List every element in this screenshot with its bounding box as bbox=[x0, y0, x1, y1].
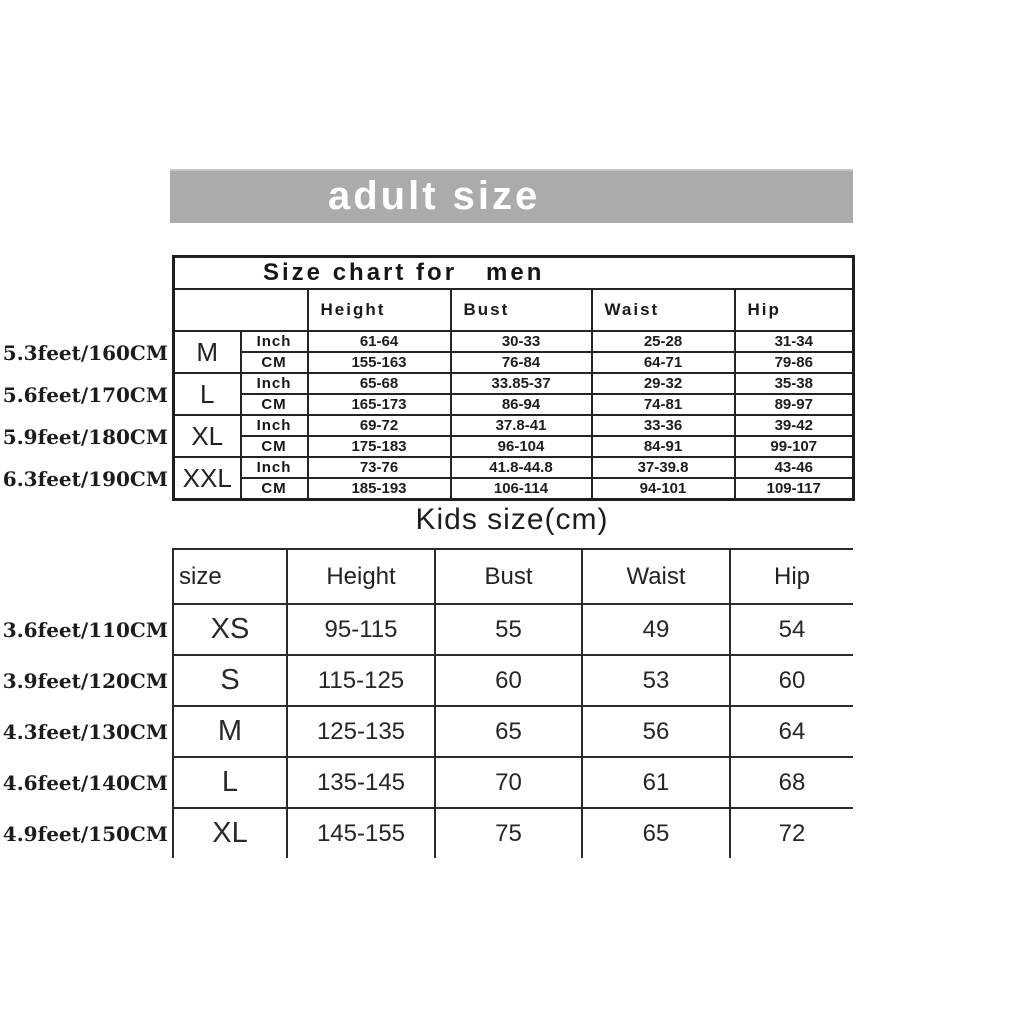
kids-height-label-xl: 4.9feet/150CM bbox=[2, 822, 168, 846]
unit-cm: CM bbox=[241, 436, 308, 457]
table-row bbox=[173, 757, 853, 808]
kids-size-m: M bbox=[173, 706, 287, 757]
table-cell: 94-101 bbox=[592, 478, 735, 500]
table-cell: 33-36 bbox=[592, 415, 735, 436]
table-cell: 69-72 bbox=[308, 415, 451, 436]
adult-size-m: M bbox=[174, 331, 241, 373]
table-cell: 35-38 bbox=[735, 373, 854, 394]
table-cell: 106-114 bbox=[451, 478, 592, 500]
table-row bbox=[174, 478, 854, 500]
kids-size-xs: XS bbox=[173, 604, 287, 655]
kids-size-s: S bbox=[173, 655, 287, 706]
table-row bbox=[174, 457, 854, 478]
adult-size-xl: XL bbox=[174, 415, 241, 457]
unit-inch: Inch bbox=[241, 457, 308, 478]
table-cell: 65 bbox=[582, 808, 730, 858]
table-row bbox=[174, 415, 854, 436]
table-cell: 155-163 bbox=[308, 352, 451, 373]
table-cell: 39-42 bbox=[735, 415, 854, 436]
adult-table-title-row bbox=[174, 257, 854, 290]
table-row bbox=[174, 373, 854, 394]
table-cell: 30-33 bbox=[451, 331, 592, 352]
table-cell: 145-155 bbox=[287, 808, 435, 858]
adult-table-title: Size chart for men bbox=[174, 257, 854, 290]
table-row bbox=[173, 808, 853, 858]
table-cell: 95-115 bbox=[287, 604, 435, 655]
kids-col-hip: Hip bbox=[730, 549, 853, 604]
table-cell: 53 bbox=[582, 655, 730, 706]
adult-size-table bbox=[172, 255, 855, 501]
adult-size-banner bbox=[170, 169, 853, 223]
kids-size-title: Kids size(cm) bbox=[415, 503, 609, 536]
adult-height-label-xl: 5.9feet/180CM bbox=[2, 425, 168, 449]
table-cell: 65 bbox=[435, 706, 582, 757]
table-cell: 99-107 bbox=[735, 436, 854, 457]
table-cell: 84-91 bbox=[592, 436, 735, 457]
table-cell: 73-76 bbox=[308, 457, 451, 478]
adult-size-l: L bbox=[174, 373, 241, 415]
adult-size-banner-title: adult size bbox=[328, 174, 541, 218]
table-cell: 33.85-37 bbox=[451, 373, 592, 394]
unit-inch: Inch bbox=[241, 331, 308, 352]
kids-height-label-s: 3.9feet/120CM bbox=[2, 669, 168, 693]
adult-table-header-row bbox=[174, 289, 854, 331]
table-cell: 56 bbox=[582, 706, 730, 757]
table-cell: 115-125 bbox=[287, 655, 435, 706]
table-cell: 76-84 bbox=[451, 352, 592, 373]
table-cell: 25-28 bbox=[592, 331, 735, 352]
table-cell: 75 bbox=[435, 808, 582, 858]
table-row bbox=[173, 706, 853, 757]
table-cell: 29-32 bbox=[592, 373, 735, 394]
table-row bbox=[174, 331, 854, 352]
kids-col-waist: Waist bbox=[582, 549, 730, 604]
table-cell: 64 bbox=[730, 706, 853, 757]
kids-height-label-l: 4.6feet/140CM bbox=[2, 771, 168, 795]
table-cell: 60 bbox=[730, 655, 853, 706]
kids-col-bust: Bust bbox=[435, 549, 582, 604]
table-cell: 54 bbox=[730, 604, 853, 655]
table-cell: 41.8-44.8 bbox=[451, 457, 592, 478]
table-row bbox=[173, 604, 853, 655]
table-cell: 135-145 bbox=[287, 757, 435, 808]
unit-inch: Inch bbox=[241, 415, 308, 436]
table-cell: 70 bbox=[435, 757, 582, 808]
table-cell: 185-193 bbox=[308, 478, 451, 500]
kids-size-l: L bbox=[173, 757, 287, 808]
table-cell: 49 bbox=[582, 604, 730, 655]
kids-col-size: size bbox=[173, 549, 287, 604]
kids-size-table bbox=[172, 548, 853, 858]
adult-col-bust: Bust bbox=[451, 289, 592, 331]
table-cell: 31-34 bbox=[735, 331, 854, 352]
adult-corner-cell bbox=[174, 289, 308, 331]
table-cell: 43-46 bbox=[735, 457, 854, 478]
unit-inch: Inch bbox=[241, 373, 308, 394]
table-cell: 89-97 bbox=[735, 394, 854, 415]
table-row bbox=[173, 655, 853, 706]
table-cell: 96-104 bbox=[451, 436, 592, 457]
table-cell: 60 bbox=[435, 655, 582, 706]
table-cell: 109-117 bbox=[735, 478, 854, 500]
table-cell: 79-86 bbox=[735, 352, 854, 373]
adult-size-xxl: XXL bbox=[174, 457, 241, 500]
kids-table-header-row bbox=[173, 549, 853, 604]
adult-height-label-l: 5.6feet/170CM bbox=[2, 383, 168, 407]
adult-col-waist: Waist bbox=[592, 289, 735, 331]
kids-size-xl: XL bbox=[173, 808, 287, 858]
table-cell: 74-81 bbox=[592, 394, 735, 415]
table-row bbox=[174, 394, 854, 415]
kids-height-label-xs: 3.6feet/110CM bbox=[2, 618, 168, 642]
unit-cm: CM bbox=[241, 478, 308, 500]
table-cell: 72 bbox=[730, 808, 853, 858]
unit-cm: CM bbox=[241, 394, 308, 415]
table-cell: 175-183 bbox=[308, 436, 451, 457]
kids-height-label-m: 4.3feet/130CM bbox=[2, 720, 168, 744]
table-row bbox=[174, 352, 854, 373]
adult-height-label-m: 5.3feet/160CM bbox=[2, 341, 168, 365]
kids-col-height: Height bbox=[287, 549, 435, 604]
table-cell: 125-135 bbox=[287, 706, 435, 757]
adult-height-label-xxl: 6.3feet/190CM bbox=[2, 467, 168, 491]
table-cell: 61-64 bbox=[308, 331, 451, 352]
unit-cm: CM bbox=[241, 352, 308, 373]
table-cell: 68 bbox=[730, 757, 853, 808]
table-cell: 61 bbox=[582, 757, 730, 808]
table-cell: 37.8-41 bbox=[451, 415, 592, 436]
table-cell: 65-68 bbox=[308, 373, 451, 394]
table-cell: 37-39.8 bbox=[592, 457, 735, 478]
table-cell: 86-94 bbox=[451, 394, 592, 415]
table-cell: 64-71 bbox=[592, 352, 735, 373]
adult-col-hip: Hip bbox=[735, 289, 854, 331]
adult-col-height: Height bbox=[308, 289, 451, 331]
table-cell: 55 bbox=[435, 604, 582, 655]
table-cell: 165-173 bbox=[308, 394, 451, 415]
table-row bbox=[174, 436, 854, 457]
